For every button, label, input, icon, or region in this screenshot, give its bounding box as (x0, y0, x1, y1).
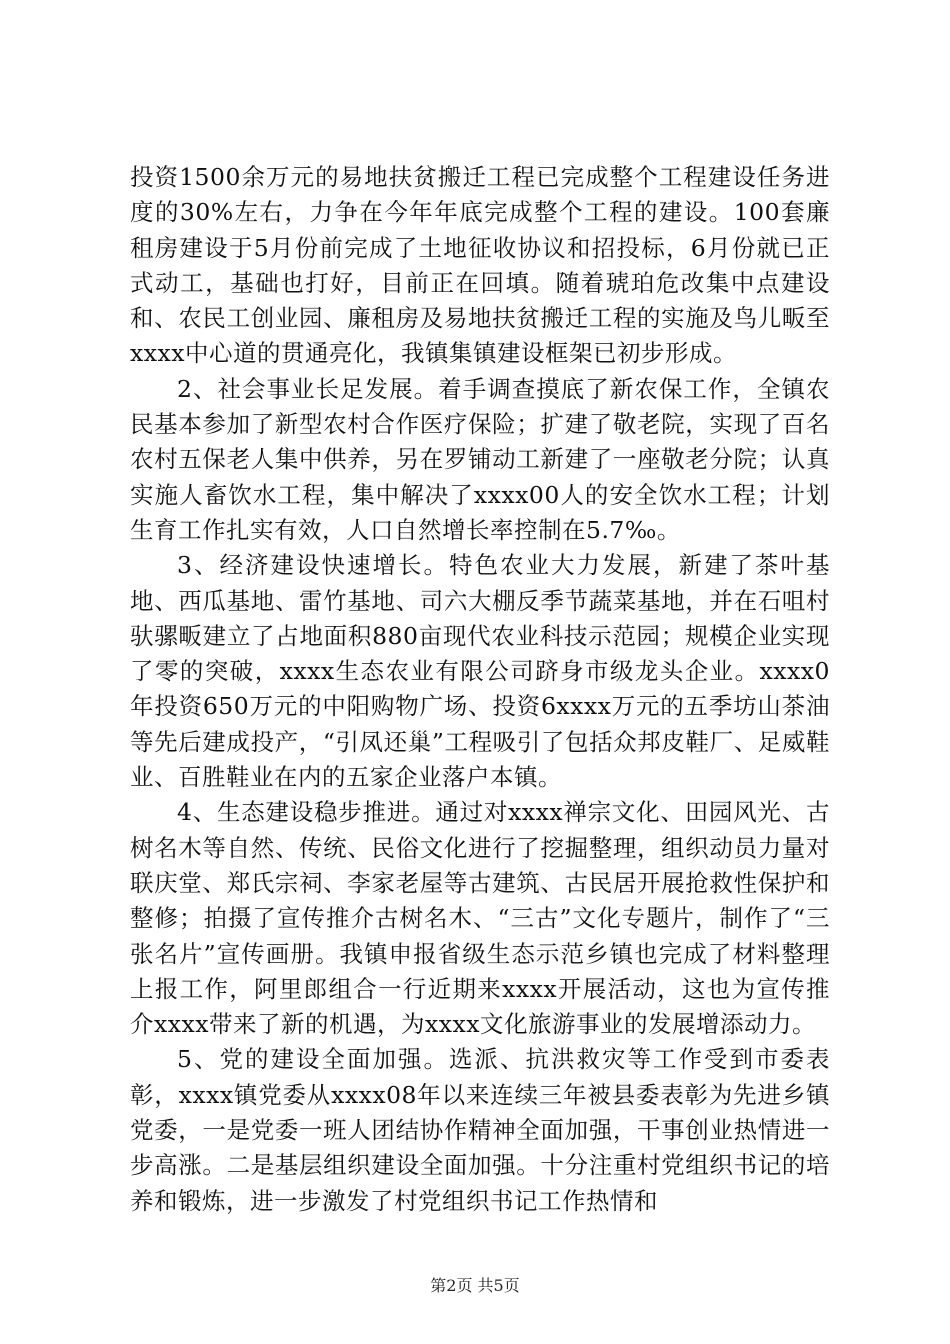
document-body (130, 160, 830, 1219)
paragraph-ecological-construction: 4、生态建设稳步推进。通过对xxxx禅宗文化、田园风光、古树名木等自然、传统、民俗文化进行了挖掘整理，组织动员力量对联庆堂、郑氏宗祠、李家老屋等古建筑、古民居开展抢救性保护和整修；拍摄了宣传推介古树名木、“三古”文化专题片，制作了“三张名片”宣传画册。我镇申报省级生态示范乡镇也完成了材料整理上报工作，阿里郎组合一行近期来xxxx开展活动，这也为宣传推介xxxx带来了新的机遇，为xxxx文化旅游事业的发展增添动力。 (130, 798, 830, 1039)
paragraph-economic-growth: 3、经济建设快速增长。特色农业大力发展，新建了茶叶基地、西瓜基地、雷竹基地、司六大棚反季节蔬菜基地，并在石咀村驮骡畈建立了占地面积880亩现代农业科技示范园；规模企业实现了零的突破，xxxx生态农业有限公司跻身市级龙头企业。xxxx0年投资650万元的中阳购物广场、投资6xxxx万元的五季坊山茶油等先后建成投产，“引凤还巢”工程吸引了包括众邦皮鞋厂、足威鞋业、百胜鞋业在内的五家企业落户本镇。 (130, 551, 830, 792)
paragraph-social-development: 2、社会事业长足发展。着手调查摸底了新农保工作，全镇农民基本参加了新型农村合作医疗保险；扩建了敬老院，实现了百名农村五保老人集中供养，另在罗铺动工新建了一座敬老分院；认真实施人畜饮水工程，集中解决了xxxx00人的安全饮水工程；计划生育工作扎实有效，人口自然增长率控制在5.7‰。 (130, 374, 830, 544)
page-number-footer: 第2页 共5页 (430, 1276, 520, 1295)
paragraph-continuation: 投资1500余万元的易地扶贫搬迁工程已完成整个工程建设任务进度的30%左右，力争在今年年底完成整个工程的建设。100套廉租房建设于5月份前完成了土地征收协议和招投标，6月份就已正式动工，基础也打好，目前正在回填。随着琥珀危改集中点建设和、农民工创业园、廉租房及易地扶贫搬迁工程的实施及鸟儿畈至xxxx中心道的贯通亮化，我镇集镇建设框架已初步形成。 (130, 163, 830, 368)
paragraph-party-building: 5、党的建设全面加强。选派、抗洪救灾等工作受到市委表彰，xxxx镇党委从xxxx08年以来连续三年被县委表彰为先进乡镇党委，一是党委一班人团结协作精神全面加强，干事创业热情进一步高涨。二是基层组织建设全面加强。十分注重村党组织书记的培养和锻炼，进一步激发了村党组织书记工作热情和 (130, 1045, 830, 1215)
